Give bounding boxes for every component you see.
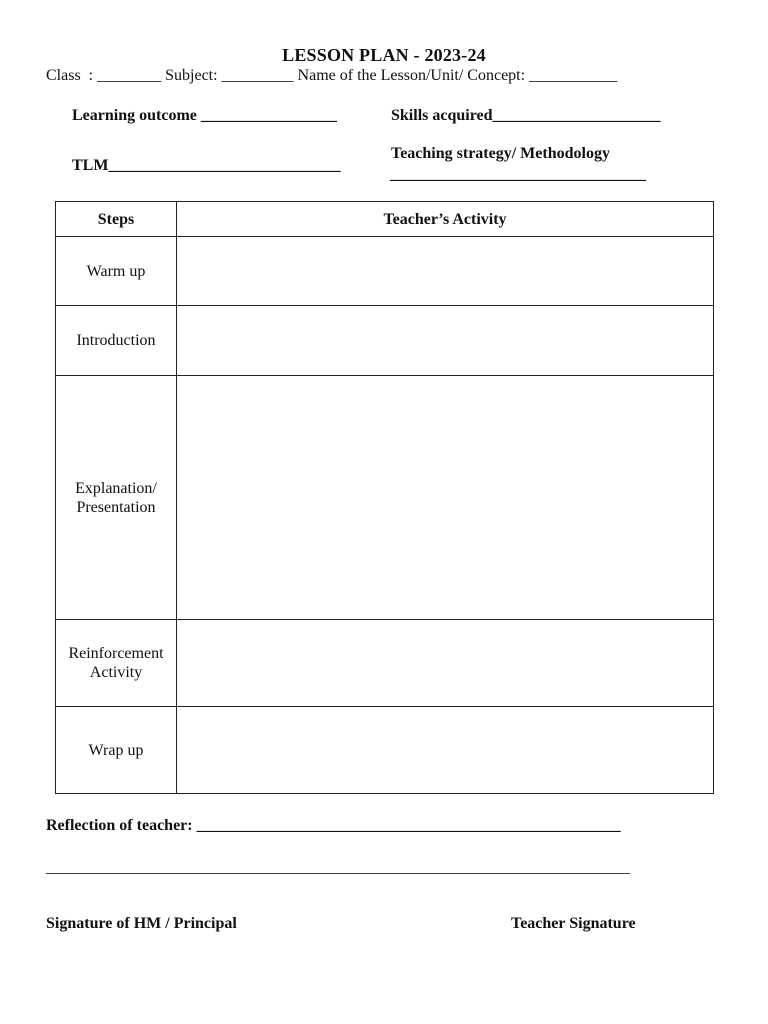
steps-header: Steps: [56, 202, 177, 237]
table-row: [56, 237, 714, 306]
activity-cell-wrap-up: [177, 707, 714, 794]
table-row: [56, 376, 714, 620]
lesson-plan-table: [55, 201, 714, 794]
table-row: [56, 707, 714, 794]
activity-cell-reinforcement: [177, 620, 714, 707]
activity-cell-explanation: [177, 376, 714, 620]
table-row: [56, 620, 714, 707]
signature-hm-label: Signature of HM / Principal: [46, 915, 237, 932]
teachers-activity-header: Teacher’s Activity: [177, 202, 714, 237]
teaching-strategy-label: Teaching strategy/ Methodology: [391, 145, 610, 162]
step-cell-reinforcement: Reinforcement Activity: [56, 620, 177, 707]
table-row: [56, 306, 714, 376]
reflection-field: Reflection of teacher: _____________________________________________________: [46, 817, 621, 834]
class-subject-lesson-line: Class : ________ Subject: _________ Name of the Lesson/Unit/ Concept: ___________: [46, 67, 618, 84]
table-header-row: [56, 202, 714, 237]
skills-acquired-field: Skills acquired_____________________: [391, 107, 661, 124]
activity-cell-warm-up: [177, 237, 714, 306]
signature-teacher-label: Teacher Signature: [511, 915, 636, 932]
reflection-continuation-line: _________________________________________________________________________: [46, 859, 630, 876]
step-cell-warm-up: Warm up: [56, 237, 177, 306]
teaching-strategy-line: ________________________________: [390, 166, 646, 183]
step-cell-explanation: Explanation/ Presentation: [56, 376, 177, 620]
tlm-field: TLM_____________________________: [72, 157, 341, 174]
step-cell-introduction: Introduction: [56, 306, 177, 376]
page-title: LESSON PLAN - 2023-24: [282, 45, 486, 65]
step-cell-wrap-up: Wrap up: [56, 707, 177, 794]
learning-outcome-field: Learning outcome _________________: [72, 107, 337, 124]
activity-cell-introduction: [177, 306, 714, 376]
